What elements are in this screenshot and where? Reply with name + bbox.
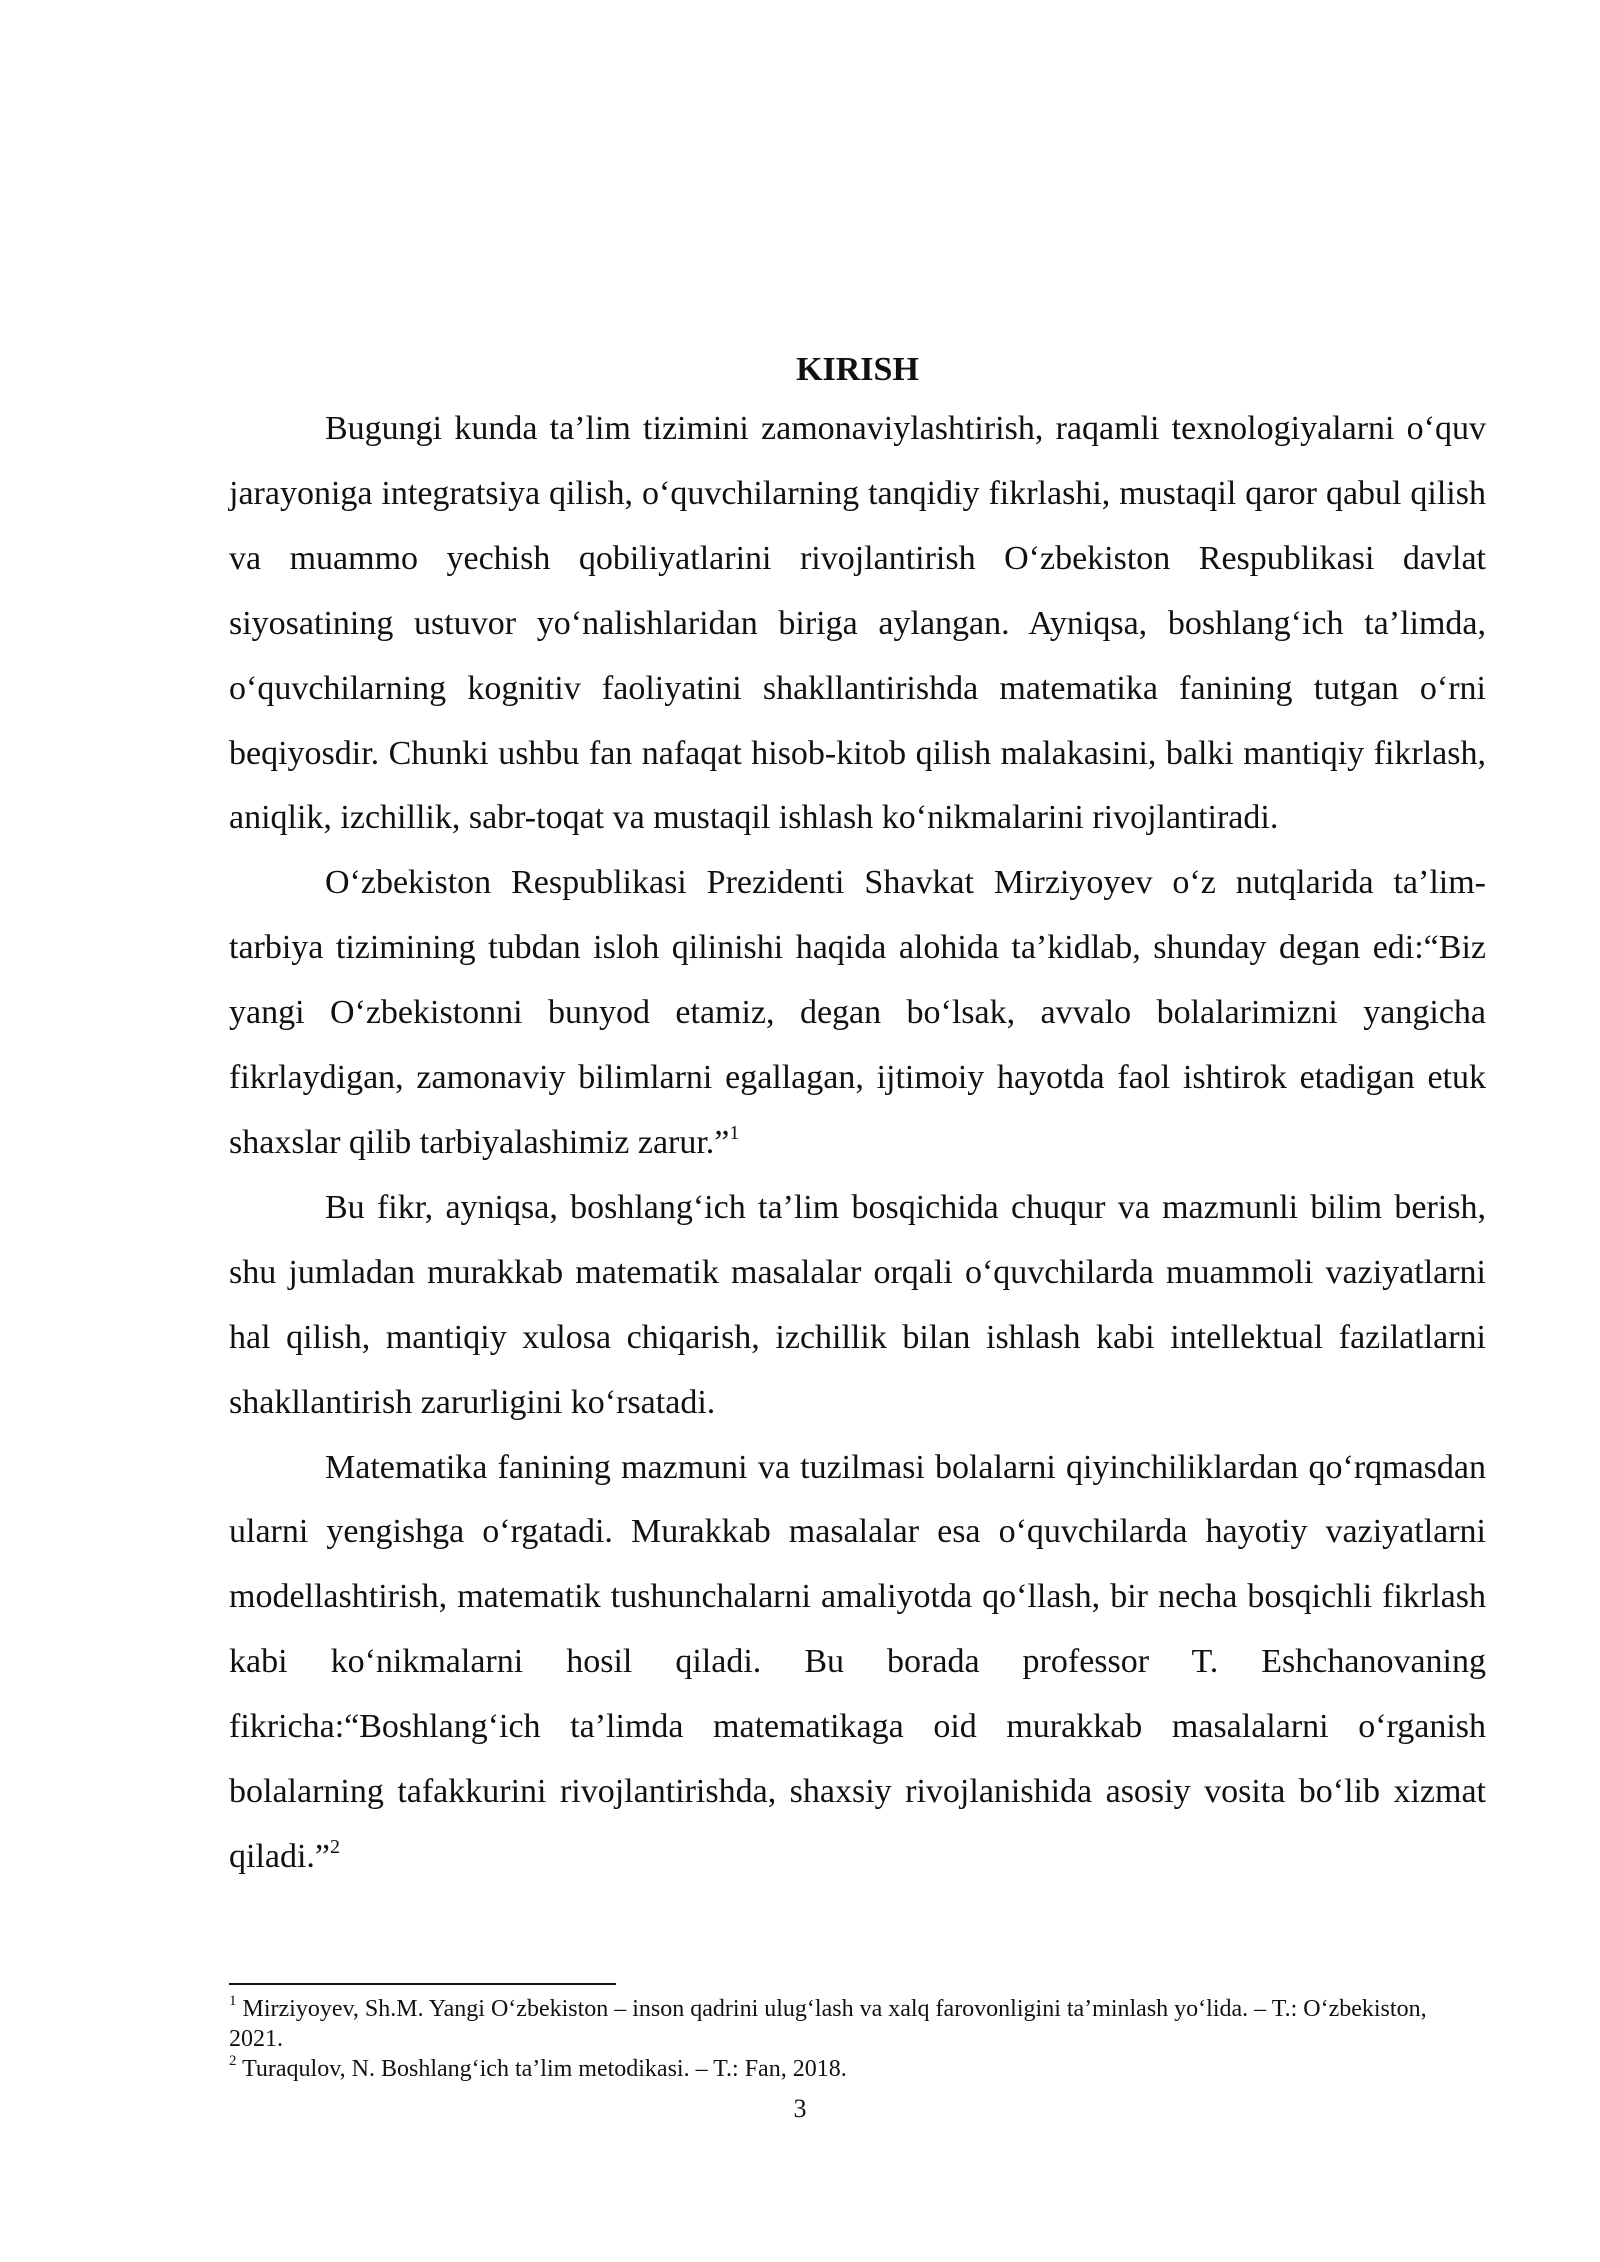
paragraph-3 xyxy=(229,1176,1486,1436)
paragraph-text: Bu fikr, ayniqsa, boshlang‘ich ta’lim bosqichida chuqur va mazmunli bilim berish, shu jumladan murakkab matematik masalalar orqali o‘quvchilarda muammoli vaziyatlarni hal qilish, mantiqiy xulosa chiqarish, izchillik bilan ishlash kabi intellektual fazilatlarni shakllantirish zarurligini ko‘rsatadi. xyxy=(229,1188,1486,1421)
section-heading: KIRISH xyxy=(796,351,919,388)
footnotes xyxy=(229,1994,1486,2084)
paragraph-text: Matematika fanining mazmuni va tuzilmasi bolalarni qiyinchiliklardan qo‘rqmasdan ularni yengishga o‘rgatadi. Murakkab masalalar esa o‘quvchilarda hayotiy vaziyatlarni modellashtirish, matematik tushunchalarni amaliyotda qo‘llash, bir necha bosqichli fikrlash kabi ko‘nikmalarni hosil qiladi. Bu borada professor T. Eshchanovaning fikricha:“Boshlang‘ich ta’limda matematikaga oid murakkab masalalarni o‘rganish bolalarning tafakkurini rivojlantirishda, shaxsiy rivojlanishida asosiy vosita bo‘lib xizmat qiladi.” xyxy=(229,1448,1486,1875)
footnote-ref: 2 xyxy=(330,1835,341,1858)
footnote-text: Turaqulov, N. Boshlang‘ich ta’lim metodikasi. – T.: Fan, 2018. xyxy=(242,2056,847,2082)
footnote-ref: 1 xyxy=(729,1121,740,1144)
footnote-separator xyxy=(229,1983,616,1985)
paragraph-1 xyxy=(229,397,1486,851)
footnote-text: Mirziyoyev, Sh.M. Yangi O‘zbekiston – inson qadrini ulug‘lash va xalq farovonligini ta’minlash yo‘lida. – T.: O‘zbekiston, 2021. xyxy=(229,1996,1427,2052)
page-number: 3 xyxy=(793,2094,807,2123)
footnote-2 xyxy=(229,2054,1486,2084)
paragraph-4 xyxy=(229,1436,1486,1890)
paragraph-text: Bugungi kunda ta’lim tizimini zamonaviylashtirish, raqamli texnologiyalarni o‘quv jarayoniga integratsiya qilish, o‘quvchilarning tanqidiy fikrlashi, mustaqil qaror qabul qilish va muammo yechish qobiliyatlarini rivojlantirish O‘zbekiston Respublikasi davlat siyosatining ustuvor yo‘nalishlaridan biriga aylangan. Ayniqsa, boshlang‘ich ta’limda, o‘quvchilarning kognitiv faoliyatini shakllantirishda matematika fanining tutgan o‘rni beqiyosdir. Chunki ushbu fan nafaqat hisob-kitob qilish malakasini, balki mantiqiy fikrlash, aniqlik, izchillik, sabr-toqat va mustaqil ishlash ko‘nikmalarini rivojlantiradi. xyxy=(229,410,1486,837)
body-text xyxy=(229,343,1486,1890)
footnote-1 xyxy=(229,1994,1486,2054)
footnote-marker: 1 xyxy=(229,1993,237,2009)
paragraph-2 xyxy=(229,851,1486,1176)
footnote-marker: 2 xyxy=(229,2053,237,2069)
paragraph-text: O‘zbekiston Respublikasi Prezidenti Shavkat Mirziyoyev o‘z nutqlarida ta’lim-tarbiya tizimining tubdan isloh qilinishi haqida alohida ta’kidlab, shunday degan edi:“Biz yangi O‘zbekistonni bunyod etamiz, degan bo‘lsak, avvalo bolalarimizni yangicha fikrlaydigan, zamonaviy bilimlarni egallagan, ijtimoiy hayotda faol ishtirok etadigan etuk shaxslar qilib tarbiyalashimiz zarur.” xyxy=(229,864,1486,1161)
